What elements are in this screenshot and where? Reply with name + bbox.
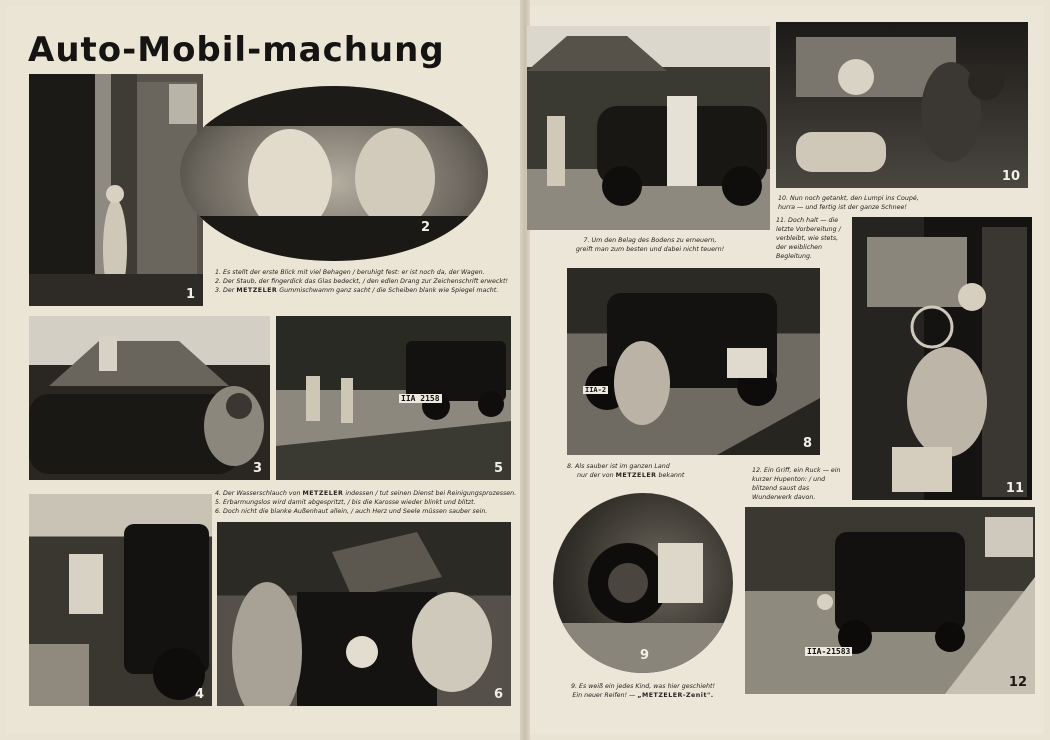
caption-line: 11. Doch halt — die letzte Vorbereitung / verbleibt, wie stets, der weiblichen Begleitung. xyxy=(776,217,841,260)
caption-line: 8. Als sauber ist im ganzen Land xyxy=(567,463,670,470)
photo-11-scene xyxy=(852,217,1032,500)
photo-3-scene xyxy=(29,316,270,480)
photo-number: 5 xyxy=(493,461,503,476)
caption-text: indessen / tut seinen Dienst bei Reinigungsprozessen. xyxy=(345,490,517,497)
caption-9 xyxy=(545,682,741,700)
photo-7-scene xyxy=(527,26,770,230)
photo-3 xyxy=(29,316,270,480)
photo-8 xyxy=(567,268,820,455)
photo-number: 11 xyxy=(1005,481,1024,496)
caption-line: 2. Der Staub, der fingerdick das Glas bedeckt, / den edlen Drang zur Zeichenschrift erweckt! xyxy=(215,278,508,285)
caption-4-6 xyxy=(215,489,516,516)
caption-line: 1. Es stellt der erste Blick mit viel Behagen / beruhigt fest: er ist noch da, der Wagen. xyxy=(215,269,485,276)
photo-number: 1 xyxy=(185,287,195,302)
photo-10-scene xyxy=(776,22,1028,188)
photo-number: 8 xyxy=(802,436,812,451)
photo-number: 4 xyxy=(194,687,204,702)
photo-6 xyxy=(217,522,511,706)
photo-number: 6 xyxy=(493,687,503,702)
photo-1 xyxy=(29,74,203,306)
photo-4-scene xyxy=(29,494,212,706)
caption-text: 3. Der xyxy=(215,287,235,294)
photo-5-scene xyxy=(276,316,511,480)
caption-line: 9. Es weiß ein jedes Kind, was hier geschieht! xyxy=(571,683,715,690)
caption-text: Ein neuer Reifen! — xyxy=(572,692,636,699)
brand-name: METZELER xyxy=(236,287,278,294)
caption-10 xyxy=(778,194,919,212)
photo-12-scene xyxy=(745,507,1035,694)
photo-number: 3 xyxy=(252,461,262,476)
caption-line: greift man zum besten und dabei nicht teuern! xyxy=(575,246,725,253)
brand-name: „METZELER-Zenit". xyxy=(637,692,714,699)
caption-line: hurra — und fertig ist der ganze Schnee! xyxy=(778,204,907,211)
photo-9-scene xyxy=(553,493,733,673)
license-plate: IIA-21583 xyxy=(807,647,851,656)
caption-line: 7. Um den Belag des Bodens zu erneuern, xyxy=(583,237,717,244)
photo-10 xyxy=(776,22,1028,188)
photo-4 xyxy=(29,494,212,706)
caption-text: nur der von xyxy=(577,472,614,479)
photo-9 xyxy=(553,493,733,673)
license-plate: IIA 2158 xyxy=(401,394,440,403)
photo-1-scene xyxy=(29,74,203,306)
photo-11 xyxy=(852,217,1032,500)
brand-name: METZELER xyxy=(615,472,657,479)
photo-12 xyxy=(745,507,1035,694)
caption-text: bekannt xyxy=(658,472,685,479)
photo-2-scene xyxy=(180,86,488,261)
photo-5 xyxy=(276,316,511,480)
caption-line: 10. Nun noch getankt, den Lumpi ins Coupé, xyxy=(778,195,919,202)
caption-line: 12. Ein Griff, ein Ruck — ein kurzer Hupenton: / und blitzend saust das Wunderwerk davon. xyxy=(752,467,841,501)
caption-text: Gummischwamm ganz sacht / die Scheiben blank wie Spiegel macht. xyxy=(279,287,499,294)
page-title: Auto-Mobil-machung xyxy=(28,30,445,70)
brand-name: METZELER xyxy=(302,490,344,497)
photo-number: 9 xyxy=(639,648,649,663)
photo-6-scene xyxy=(217,522,511,706)
caption-line: 5. Erbarmungslos wird damit abgespritzt, / bis die Karosse wieder blinkt und blitzt. xyxy=(215,499,476,506)
photo-8-scene xyxy=(567,268,820,455)
caption-8 xyxy=(567,462,684,480)
license-plate: IIA-2 xyxy=(585,386,607,394)
caption-7 xyxy=(540,236,760,254)
photo-7 xyxy=(527,26,770,230)
photo-number: 2 xyxy=(420,220,430,235)
photo-number: 12 xyxy=(1008,675,1027,690)
caption-11 xyxy=(776,216,848,261)
caption-1-3 xyxy=(215,268,508,295)
caption-12 xyxy=(752,466,846,502)
caption-text: 4. Der Wasserschlauch von xyxy=(215,490,301,497)
caption-line: 6. Doch nicht die blanke Außenhaut allein, / auch Herz und Seele müssen sauber sein. xyxy=(215,508,488,515)
photo-number: 10 xyxy=(1001,169,1020,184)
photo-2 xyxy=(180,86,488,261)
